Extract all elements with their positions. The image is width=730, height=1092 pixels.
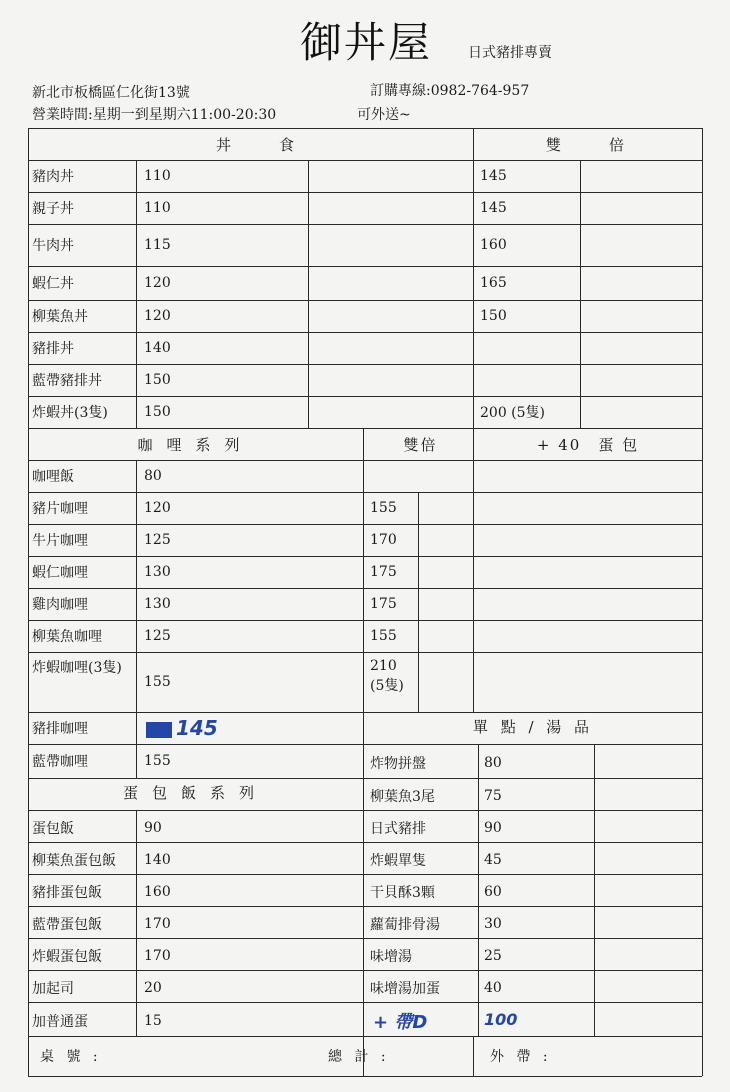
grid-line [28,160,702,161]
shop-subtitle: 日式豬排專賣 [468,45,552,61]
side-item-name: 蘿蔔排骨湯 [370,917,440,933]
grid-line [473,128,474,428]
curry-item-double: 155 [370,500,397,516]
side-item-name: 干貝酥3顆 [370,885,435,901]
donburi-section-title: 丼 食 [215,136,300,154]
donburi-item-name: 親子丼 [32,201,74,217]
grid-line [28,778,363,779]
side-item-price: 75 [484,788,502,804]
grid-line [308,160,309,428]
curry-item-name: 咖哩飯 [32,469,74,485]
handwritten-price [146,716,218,740]
table-number-label: 桌 號 : [40,1049,102,1065]
grid-line [28,128,702,129]
donburi-item-price: 150 [144,404,171,420]
curry-item-price: 155 [144,753,171,769]
handwritten-price-text: 145 [176,716,218,740]
curry-item-name: 雞肉咖哩 [32,597,88,613]
handwritten-side-item: + 帶D [373,1012,428,1033]
side-item-name: 日式豬排 [370,821,426,837]
grid-line [28,620,702,621]
curry-item-name: 藍帶咖哩 [32,754,88,770]
donburi-item-price: 110 [144,200,171,216]
curry-item-double: 210 (5隻) [370,658,404,694]
omurice-item-price: 15 [144,1013,162,1029]
curry-item-double: 155 [370,628,397,644]
side-item-name: 味增湯 [370,949,412,965]
grid-line [28,266,702,267]
grid-line [702,128,703,1076]
donburi-item-price: 120 [144,308,171,324]
side-item-price: 45 [484,852,502,868]
grid-line [28,1076,702,1077]
grid-line [136,810,137,1036]
grid-line [28,332,702,333]
side-item-name: 柳葉魚3尾 [370,789,435,805]
omurice-item-name: 豬排蛋包飯 [32,885,102,901]
donburi-item-double: 145 [480,200,507,216]
grid-line [136,460,137,778]
shop-title: 御丼屋 [300,18,433,67]
curry-item-name: 豬排咖哩 [32,721,88,737]
curry-item-price: 130 [144,564,171,580]
curry-item-price: 80 [144,468,162,484]
grid-line [473,428,474,712]
donburi-item-price: 140 [144,340,171,356]
grid-line [28,428,702,429]
omurice-section-title: 蛋包飯系列 [122,784,268,802]
grid-line [136,160,137,428]
curry-item-price: 120 [144,500,171,516]
grid-line [28,588,702,589]
grid-line [28,556,702,557]
side-item-price: 25 [484,948,502,964]
side-item-price: 90 [484,820,502,836]
address: 新北市板橋區仁化街13號 [32,85,190,101]
donburi-item-name: 炸蝦丼(3隻) [32,405,108,421]
curry-item-double: 175 [370,596,397,612]
takeout-label: 外 帶 : [490,1049,552,1065]
grid-line [28,524,702,525]
grid-line [28,128,29,1076]
donburi-item-name: 藍帶豬排丼 [32,373,102,389]
curry-item-name: 柳葉魚咖哩 [32,629,102,645]
side-item-name: 炸物拼盤 [370,756,426,772]
omurice-item-price: 140 [144,852,171,868]
donburi-item-double: 200 (5隻) [480,405,546,421]
omurice-item-price: 20 [144,980,162,996]
omurice-item-name: 加普通蛋 [32,1014,88,1030]
side-item-price: 80 [484,755,502,771]
donburi-item-double: 145 [480,168,507,184]
grid-line [28,364,702,365]
donburi-item-price: 110 [144,168,171,184]
grid-line [28,192,702,193]
scribble-mark [146,722,172,738]
grid-line [28,810,363,811]
grid-line [28,1002,363,1003]
grid-line [473,1036,474,1076]
grid-line [28,300,702,301]
donburi-item-name: 牛肉丼 [32,238,74,254]
donburi-item-double: 150 [480,308,507,324]
donburi-item-price: 120 [144,275,171,291]
handwritten-side-price: 100 [484,1010,518,1029]
grid-line [478,744,479,1036]
curry-item-name: 蝦仁咖哩 [32,565,88,581]
business-hours: 營業時間:星期一到星期六11:00-20:30 [32,107,277,123]
grid-line [28,712,702,713]
side-item-price: 30 [484,916,502,932]
omurice-item-price: 160 [144,884,171,900]
omurice-item-name: 加起司 [32,981,74,997]
order-line: 訂購專線:0982-764-957 [370,83,530,99]
grid-line [28,460,702,461]
grid-line [28,1036,363,1037]
grid-line [28,224,702,225]
curry-item-name: 豬片咖哩 [32,501,88,517]
grid-line [28,842,363,843]
curry-egg-title: + 40 蛋 包 [536,436,640,454]
donburi-item-name: 柳葉魚丼 [32,309,88,325]
delivery-note: 可外送~ [357,107,411,123]
side-item-price: 60 [484,884,502,900]
curry-double-title: 雙倍 [403,436,438,454]
curry-item-double: 175 [370,564,397,580]
curry-item-price: 155 [144,674,171,690]
grid-line [363,428,364,1076]
side-item-name: 味增湯加蛋 [370,981,440,997]
total-label: 總 計 : [328,1049,390,1065]
curry-item-name: 牛片咖哩 [32,533,88,549]
order-form-grid [28,128,702,1076]
grid-line [363,1036,702,1037]
grid-line [28,744,702,745]
donburi-item-price: 115 [144,237,171,253]
omurice-item-price: 170 [144,948,171,964]
omurice-item-price: 90 [144,820,162,836]
omurice-item-name: 柳葉魚蛋包飯 [32,853,116,869]
curry-item-price: 125 [144,532,171,548]
donburi-item-double: 165 [480,275,507,291]
sides-section-title: 單 點 / 湯 品 [472,718,594,736]
omurice-item-price: 170 [144,916,171,932]
curry-item-name: 炸蝦咖哩(3隻) [32,660,122,676]
omurice-item-name: 炸蝦蛋包飯 [32,949,102,965]
curry-section-title: 咖哩系列 [137,436,254,454]
omurice-item-name: 藍帶蛋包飯 [32,917,102,933]
side-item-name: 炸蝦單隻 [370,853,426,869]
grid-line [594,744,595,1036]
donburi-item-double: 160 [480,237,507,253]
grid-line [28,652,702,653]
grid-line [363,970,702,971]
side-item-price: 40 [484,980,502,996]
donburi-item-price: 150 [144,372,171,388]
grid-line [28,396,702,397]
donburi-item-name: 蝦仁丼 [32,276,74,292]
donburi-item-name: 豬排丼 [32,341,74,357]
omurice-item-name: 蛋包飯 [32,821,74,837]
grid-line [363,778,702,779]
grid-line [418,492,419,712]
curry-item-price: 130 [144,596,171,612]
curry-item-double: 170 [370,532,397,548]
curry-item-price: 125 [144,628,171,644]
donburi-double-title: 雙 倍 [545,136,630,154]
donburi-item-name: 豬肉丼 [32,169,74,185]
grid-line [28,492,702,493]
grid-line [580,160,581,428]
